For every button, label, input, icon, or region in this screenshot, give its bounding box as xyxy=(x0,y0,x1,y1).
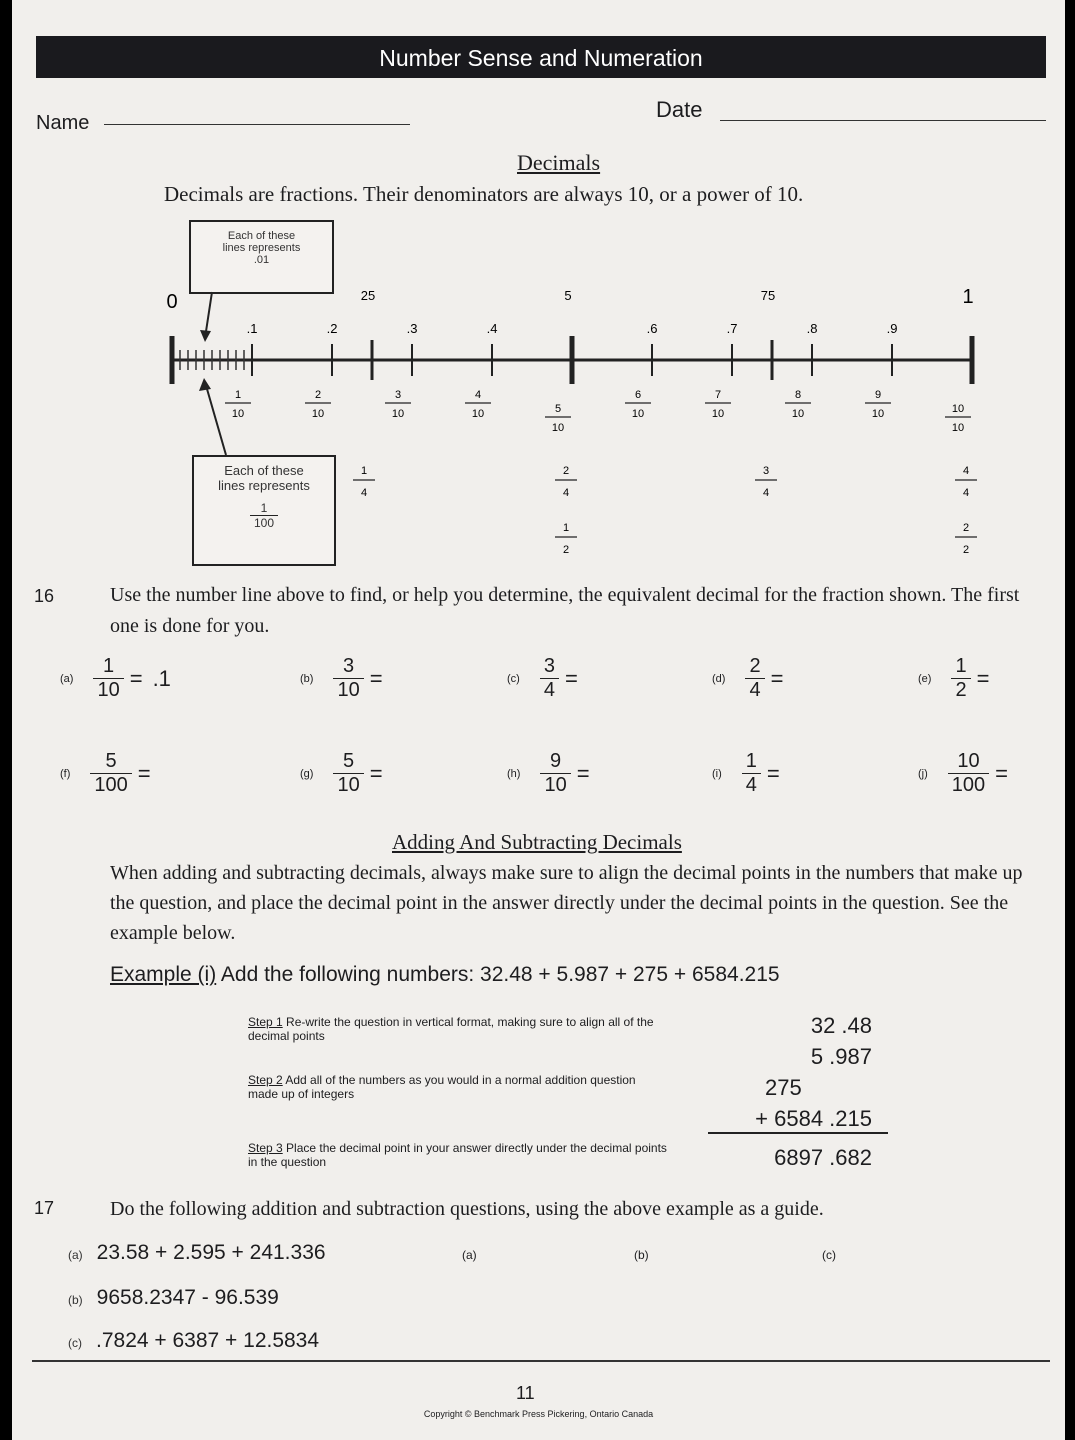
q16-fraction xyxy=(90,750,131,797)
q16-fraction xyxy=(948,750,989,797)
adding-explanation: When adding and subtracting decimals, always make sure to align the decimal points in the numbers that make up the question, and place the decimal point in the answer directly under the decimal points in the question. See the example below. xyxy=(110,862,1023,944)
tenth-numerator: 4 xyxy=(474,389,482,401)
vertical-addition xyxy=(712,1010,872,1134)
footer-rule xyxy=(32,1360,1050,1362)
q16-item xyxy=(712,655,843,702)
section-banner: Number Sense and Numeration xyxy=(36,36,1046,78)
step-1: Step 1 Re-write the question in vertical format, making sure to align all of the decimal points xyxy=(248,1015,654,1043)
step-3: Step 3 Place the decimal point in your answer directly under the decimal points in the question xyxy=(248,1141,667,1169)
work-label-a: (a) xyxy=(462,1248,477,1262)
q16-answer: .1 xyxy=(152,665,171,691)
q16-item xyxy=(60,655,171,702)
q16-fraction xyxy=(333,750,363,797)
zero-label: 0 xyxy=(166,291,178,313)
q16-fraction xyxy=(742,750,761,797)
half-numerator: 2 xyxy=(962,522,970,534)
q16-item-label: (g) xyxy=(300,767,314,780)
page-number: 11 xyxy=(516,1383,535,1403)
q16-item xyxy=(60,750,211,797)
half-denominator: 2 xyxy=(962,544,970,556)
tenth-denominator: 10 xyxy=(391,408,405,420)
quarter-denominator: 4 xyxy=(962,487,970,499)
q16-fraction xyxy=(93,655,123,702)
decimal-label: .2 xyxy=(326,321,338,336)
work-label-c: (c) xyxy=(822,1248,836,1262)
q16-item-label: (e) xyxy=(918,672,932,685)
equals-sign: = xyxy=(564,665,578,691)
denominator: 100 xyxy=(951,774,986,796)
step-2: Step 2 Add all of the numbers as you would in a normal addition question made up of integers xyxy=(248,1073,636,1101)
callout2-line1: Each of these xyxy=(224,463,304,478)
callout-line2: lines represents xyxy=(222,242,301,254)
q17-instructions: Do the following addition and subtraction questions, using the above example as a guide. xyxy=(110,1198,824,1220)
tenth-denominator: 10 xyxy=(871,408,885,420)
q16-item-label: (f) xyxy=(60,767,71,780)
decimal-label: .1 xyxy=(246,321,258,336)
adding-title: Adding And Subtracting Decimals xyxy=(392,830,682,854)
denominator: 4 xyxy=(749,679,761,701)
tenth-numerator: 5 xyxy=(554,403,562,415)
q16-item xyxy=(300,655,443,702)
tenth-numerator: 2 xyxy=(314,389,322,401)
callout-arrowhead-top xyxy=(200,330,211,342)
one-label: 1 xyxy=(962,286,974,308)
quarter-numerator: 2 xyxy=(562,465,570,477)
date-label: Date xyxy=(656,97,703,122)
tenth-denominator: 10 xyxy=(551,422,565,434)
decimals-title: Decimals xyxy=(517,150,601,175)
number-line-marks xyxy=(166,286,977,556)
denominator: 100 xyxy=(94,774,128,796)
tenth-numerator: 3 xyxy=(394,389,402,401)
q16-fraction xyxy=(540,655,559,702)
example-text: Add the following numbers: 32.48 + 5.987 + 275 + 6584.215 xyxy=(220,963,780,986)
q17-number: 17 xyxy=(34,1198,55,1218)
q17-item-b: (b) 9658.2347 - 96.539 xyxy=(68,1286,279,1309)
tenth-numerator: 9 xyxy=(874,389,882,401)
tenth-denominator: 10 xyxy=(231,408,245,420)
equals-sign: = xyxy=(995,760,1009,786)
q16-item-label: (b) xyxy=(300,672,314,685)
numerator: 3 xyxy=(333,655,363,679)
q16-fraction xyxy=(951,655,970,702)
tenth-numerator: 7 xyxy=(714,389,722,401)
q16-fraction xyxy=(745,655,764,702)
denominator: 4 xyxy=(745,774,757,796)
tenth-denominator: 10 xyxy=(951,422,965,434)
q16-fraction xyxy=(540,750,570,797)
sum-rule xyxy=(708,1132,888,1134)
numerator: 9 xyxy=(540,750,570,774)
quarter-denominator: 4 xyxy=(762,487,770,499)
decimal-label: .3 xyxy=(406,321,418,336)
equals-sign: = xyxy=(369,760,383,786)
decimal-label: .6 xyxy=(646,321,658,336)
q16-item xyxy=(507,655,638,702)
q16-item-label: (i) xyxy=(712,767,722,780)
equals-sign: = xyxy=(129,665,143,691)
tenth-denominator: 10 xyxy=(631,408,645,420)
tenth-numerator: 1 xyxy=(234,389,242,401)
example-label: Example (i) xyxy=(110,963,217,986)
calc-answer: 6897 .682 xyxy=(774,1145,872,1170)
decimal-label: .4 xyxy=(486,321,498,336)
calc-row-1: 32 .48 xyxy=(810,1013,872,1038)
q16-item xyxy=(712,750,840,797)
q16-item xyxy=(507,750,650,797)
numerator: 5 xyxy=(90,750,131,774)
quarter-numerator: 3 xyxy=(762,465,770,477)
half-denominator: 2 xyxy=(562,544,570,556)
half-numerator: 1 xyxy=(562,522,570,534)
quarter-numerator: 4 xyxy=(962,465,970,477)
tenth-denominator: 10 xyxy=(711,408,725,420)
denominator: 10 xyxy=(337,774,360,796)
callout-pointer-bottom xyxy=(205,382,226,455)
decimal-label: .8 xyxy=(806,321,818,336)
copyright: Copyright © Benchmark Press Pickering, Ontario Canada xyxy=(423,1409,654,1419)
q16-item xyxy=(918,750,1065,797)
tenth-numerator: 8 xyxy=(794,389,802,401)
example-line xyxy=(110,963,780,987)
numerator: 3 xyxy=(540,655,559,679)
name-label: Name xyxy=(36,112,90,134)
equals-sign: = xyxy=(770,665,784,691)
numerator: 2 xyxy=(745,655,764,679)
denominator: 2 xyxy=(955,679,967,701)
denominator: 4 xyxy=(543,679,555,701)
callout-arrowhead-bottom xyxy=(199,378,211,391)
work-label-b: (b) xyxy=(634,1248,649,1262)
number-line-diagram xyxy=(12,0,1065,600)
numerator: 1 xyxy=(742,750,761,774)
calc-row-3: 275 xyxy=(765,1075,802,1100)
quarter-denominator: 4 xyxy=(360,487,368,499)
numerator: 10 xyxy=(948,750,989,774)
calc-row-4: + 6584 .215 xyxy=(755,1106,872,1131)
callout2-line2: lines represents xyxy=(218,478,310,493)
q16-item-label: (d) xyxy=(712,672,726,685)
worksheet-page xyxy=(12,0,1065,1440)
denominator: 10 xyxy=(337,679,360,701)
q16-instructions: Use the number line above to find, or help you determine, the equivalent decimal for the fraction shown. The first one is done for you. xyxy=(110,584,1020,637)
q16-item-label: (j) xyxy=(918,767,928,780)
q16-item-label: (h) xyxy=(507,767,521,780)
equals-sign: = xyxy=(137,760,151,786)
equals-sign: = xyxy=(369,665,383,691)
tenth-denominator: 10 xyxy=(471,408,485,420)
numerator: 1 xyxy=(951,655,970,679)
q16-item-label: (c) xyxy=(507,672,520,685)
q17-item-c: (c) .7824 + 6387 + 12.5834 xyxy=(68,1329,320,1352)
equals-sign: = xyxy=(976,665,990,691)
quarter-numerator: 1 xyxy=(360,465,368,477)
q16-fraction xyxy=(333,655,363,702)
numerator: 5 xyxy=(333,750,363,774)
decimal-label: .9 xyxy=(886,321,898,336)
q16-item xyxy=(918,655,1049,702)
numerator: 1 xyxy=(93,655,123,679)
equals-sign: = xyxy=(576,760,590,786)
decimal-label: .7 xyxy=(726,321,738,336)
q16-number: 16 xyxy=(34,586,55,606)
equals-sign: = xyxy=(766,760,780,786)
callout-value: .01 xyxy=(253,254,270,266)
tenth-denominator: 10 xyxy=(791,408,805,420)
quarter-denominator: 4 xyxy=(562,487,570,499)
q17-item-a: (a) 23.58 + 2.595 + 241.336 xyxy=(68,1241,326,1264)
callout-line1: Each of these xyxy=(227,230,296,242)
tenth-numerator: 10 xyxy=(951,403,965,415)
denominator: 10 xyxy=(97,679,120,701)
tenth-numerator: 6 xyxy=(634,389,642,401)
top-mark-label: 75 xyxy=(760,288,776,303)
tenth-denominator: 10 xyxy=(311,408,325,420)
calc-row-2: 5 .987 xyxy=(810,1044,872,1069)
decimals-definition: Decimals are fractions. Their denominators are always 10, or a power of 10. xyxy=(164,182,804,206)
q16-item-label: (a) xyxy=(60,672,74,685)
q16-item xyxy=(300,750,443,797)
top-mark-label: 25 xyxy=(360,288,376,303)
callout2-fraction: $\frac{1}{100}$ xyxy=(250,501,278,530)
denominator: 10 xyxy=(544,774,567,796)
top-mark-label: 5 xyxy=(564,288,572,303)
